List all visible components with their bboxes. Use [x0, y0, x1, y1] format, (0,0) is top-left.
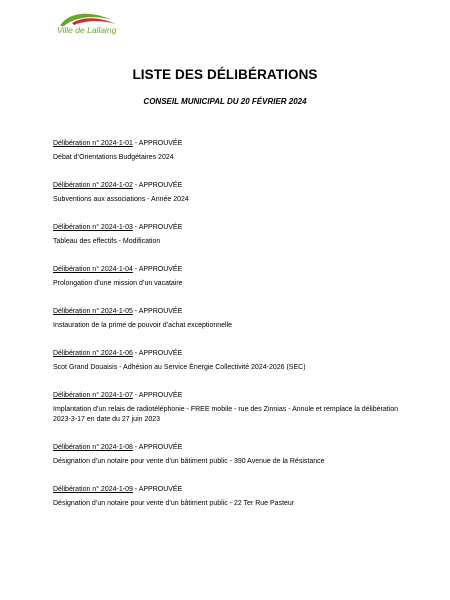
deliberation-entry — [53, 391, 398, 425]
deliberation-status: - APPROUVÉE — [132, 350, 183, 357]
deliberation-status: - APPROUVÉE — [132, 224, 183, 231]
deliberation-description: Désignation d’un notaire pour vente d’un bâtiment public - 22 Ter Rue Pasteur — [53, 500, 295, 507]
deliberation-number: Délibération n° 2024-1-03 — [53, 224, 133, 231]
deliberation-number: Délibération n° 2024-1-04 — [53, 266, 133, 273]
deliberation-entry — [53, 265, 398, 289]
deliberation-header — [53, 485, 398, 495]
deliberation-entry — [53, 485, 398, 509]
deliberation-number: Délibération n° 2024-1-06 — [53, 350, 133, 357]
logo-text: Ville de Lallaing — [57, 25, 117, 35]
deliberation-entry — [53, 349, 398, 373]
deliberation-description: Tableau des effectifs - Modification — [53, 238, 161, 245]
deliberation-entry — [53, 443, 398, 467]
deliberation-number: Délibération n° 2024-1-07 — [53, 392, 133, 399]
deliberation-status: - APPROUVÉE — [132, 392, 183, 399]
deliberation-description: Implantation d’un relais de radiotéléphonie - FREE mobile - rue des Zinnias - Annule et remplace la délibération 2023-3-17 en date du 27 juin 2023 — [53, 406, 398, 423]
deliberation-number: Délibération n° 2024-1-01 — [53, 140, 133, 147]
deliberation-status: - APPROUVÉE — [132, 140, 183, 147]
deliberation-status: - APPROUVÉE — [132, 486, 183, 493]
deliberation-status: - APPROUVÉE — [132, 266, 183, 273]
deliberation-header — [53, 391, 398, 401]
deliberation-header — [53, 181, 398, 191]
deliberation-header — [53, 139, 398, 149]
deliberation-entry — [53, 307, 398, 331]
deliberation-description: Débat d’Orientations Budgétaires 2024 — [53, 154, 174, 161]
page-subtitle: CONSEIL MUNICIPAL DU 20 FÉVRIER 2024 — [143, 97, 307, 106]
city-logo — [52, 8, 124, 42]
deliberation-entry — [53, 181, 398, 205]
deliberation-entry — [53, 139, 398, 163]
deliberation-entry — [53, 223, 398, 247]
deliberation-number: Délibération n° 2024-1-02 — [53, 182, 133, 189]
deliberation-status: - APPROUVÉE — [132, 308, 183, 315]
deliberation-number: Délibération n° 2024-1-08 — [53, 444, 133, 451]
deliberation-header — [53, 307, 398, 317]
page-title: LISTE DES DÉLIBÉRATIONS — [132, 67, 318, 82]
deliberation-status: - APPROUVÉE — [132, 444, 183, 451]
deliberations-list — [53, 139, 398, 509]
deliberation-number: Délibération n° 2024-1-09 — [53, 486, 133, 493]
deliberation-description: Scot Grand Douaisis - Adhésion au Service Énergie Collectivité 2024-2026 (SEC) — [53, 364, 306, 371]
deliberation-header — [53, 349, 398, 359]
deliberation-description: Prolongation d’une mission d’un vacataire — [53, 280, 183, 287]
deliberation-header — [53, 223, 398, 233]
deliberation-status: - APPROUVÉE — [132, 182, 183, 189]
deliberation-header — [53, 265, 398, 275]
deliberation-description: Subventions aux associations - Année 2024 — [53, 196, 189, 203]
deliberation-number: Délibération n° 2024-1-05 — [53, 308, 133, 315]
deliberation-header — [53, 443, 398, 453]
deliberation-description: Instauration de la prime de pouvoir d’achat exceptionnelle — [53, 322, 233, 329]
deliberation-description: Désignation d’un notaire pour vente d’un bâtiment public - 390 Avenue de la Résistance — [53, 458, 325, 465]
